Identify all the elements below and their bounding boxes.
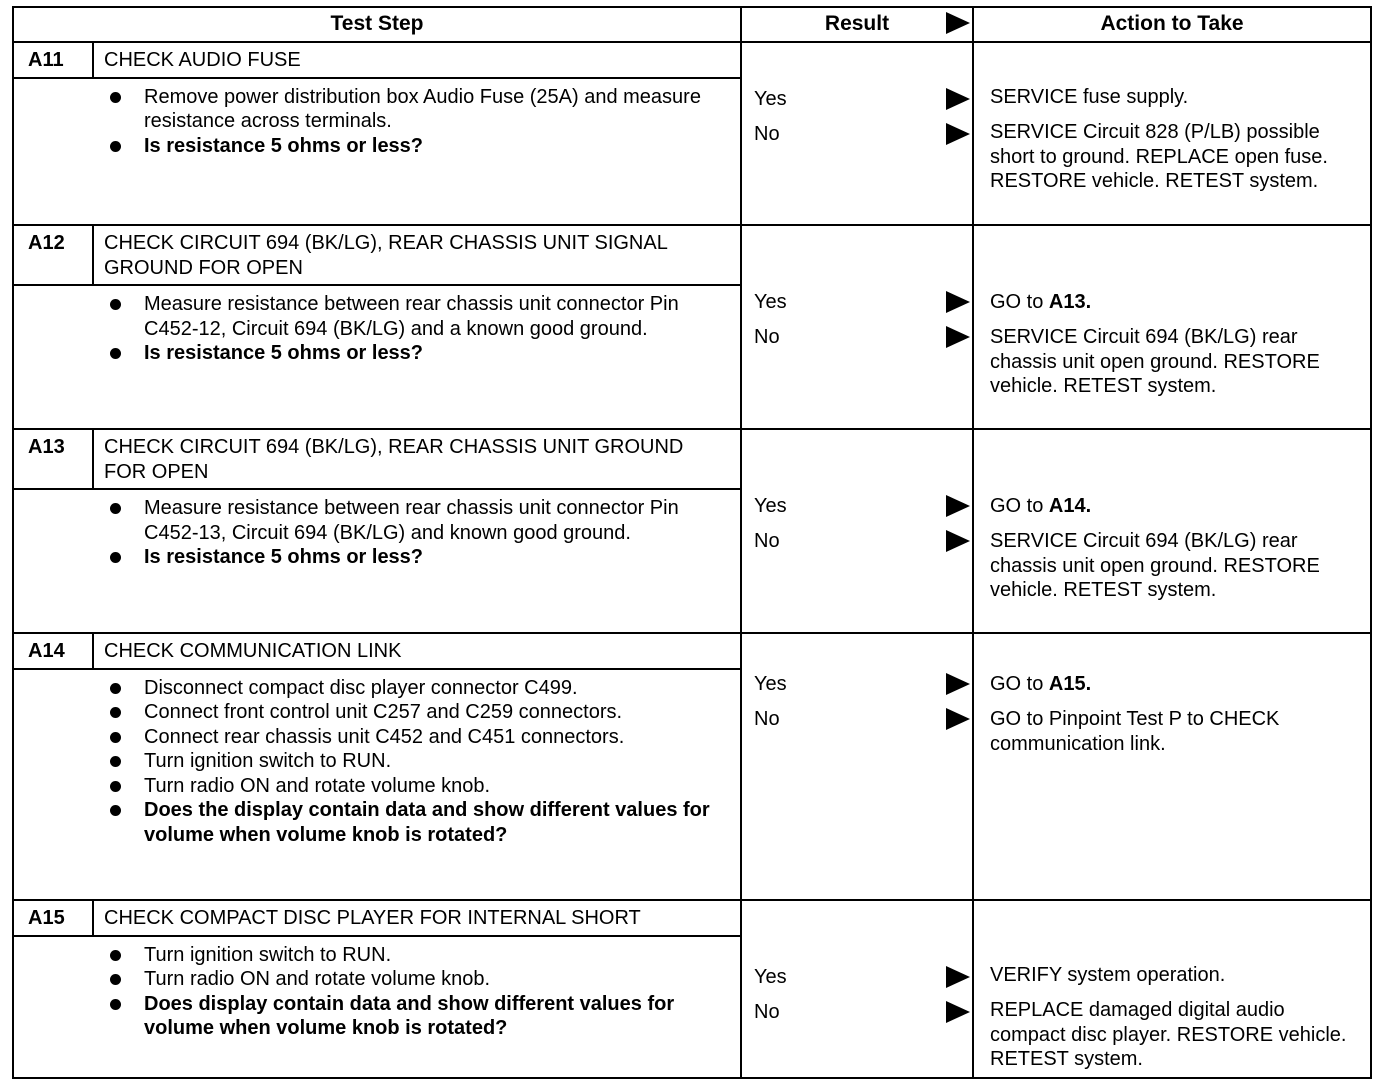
result-no [754,1000,972,1026]
step-id: A15 [14,901,94,935]
step-question: Is resistance 5 ohms or less? [108,341,730,366]
step-body [14,79,740,165]
result-no [754,122,972,148]
step-cell [13,633,741,900]
step-instruction: Turn ignition switch to RUN. [108,749,730,774]
result-no-label: No [754,1001,780,1023]
step-instruction: Connect front control unit C257 and C259 connectors. [108,700,730,725]
step-id: A14 [14,634,94,668]
arrow-right-icon [946,966,970,988]
result-cell [741,42,973,225]
result-no [754,529,972,555]
result-cell [741,900,973,1078]
action-cell [973,225,1371,429]
action-yes [990,494,1364,519]
step-body [14,286,740,372]
step-cell [13,429,741,633]
step-title: CHECK AUDIO FUSE [104,49,301,71]
step-cell [13,225,741,429]
arrow-right-icon [946,12,970,34]
result-yes [754,965,972,991]
action-no-text: SERVICE Circuit 694 (BK/LG) rear chassis unit open ground. RESTORE vehicle. RETEST system. [990,326,1320,397]
step-id: A13 [14,430,94,488]
step-title: CHECK COMMUNICATION LINK [104,640,402,662]
action-no-text: GO to Pinpoint Test P to CHECK communication link. [990,708,1280,755]
action-yes [990,85,1364,110]
arrow-right-icon [946,1001,970,1023]
step-cell [13,42,741,225]
result-no-label: No [754,123,780,145]
step-instruction: Measure resistance between rear chassis unit connector Pin C452-13, Circuit 694 (BK/LG) and known good ground. [108,496,730,545]
result-cell [741,225,973,429]
arrow-right-icon [946,326,970,348]
step-instruction: Disconnect compact disc player connector C499. [108,676,730,701]
arrow-right-icon [946,88,970,110]
result-yes [754,290,972,316]
step-instruction: Turn radio ON and rotate volume knob. [108,774,730,799]
step-title: CHECK CIRCUIT 694 (BK/LG), REAR CHASSIS UNIT GROUND FOR OPEN [104,436,684,483]
step-body [14,670,740,854]
arrow-right-icon [946,291,970,313]
result-yes-label: Yes [754,88,787,110]
step-body [14,937,740,1047]
result-yes [754,87,972,113]
test-step-row [13,225,1371,429]
result-yes-label: Yes [754,966,787,988]
result-yes-label: Yes [754,495,787,517]
step-title: CHECK CIRCUIT 694 (BK/LG), REAR CHASSIS UNIT SIGNAL GROUND FOR OPEN [104,232,668,279]
action-yes-ref: A13. [1048,291,1092,313]
header-action: Action to Take [973,7,1371,42]
arrow-right-icon [946,530,970,552]
action-no [990,998,1364,1072]
action-yes [990,290,1364,315]
result-yes [754,494,972,520]
result-yes-label: Yes [754,673,787,695]
step-id: A12 [14,226,94,284]
arrow-right-icon [946,123,970,145]
header-test-step: Test Step [13,7,741,42]
action-no [990,707,1364,756]
step-instruction: Connect rear chassis unit C452 and C451 connectors. [108,725,730,750]
action-yes [990,672,1364,697]
arrow-right-icon [946,495,970,517]
test-step-row [13,429,1371,633]
step-title: CHECK COMPACT DISC PLAYER FOR INTERNAL SHORT [104,907,641,929]
action-yes-text: VERIFY system operation. [990,964,1226,986]
action-yes-text: GO to [990,673,1049,695]
action-cell [973,633,1371,900]
action-no-text: SERVICE Circuit 694 (BK/LG) rear chassis unit open ground. RESTORE vehicle. RETEST system. [990,530,1320,601]
step-question: Is resistance 5 ohms or less? [108,545,730,570]
step-title-bar [14,43,740,79]
action-no [990,529,1364,603]
step-question: Does display contain data and show different values for volume when volume knob is rotated? [108,992,730,1041]
result-no-label: No [754,530,780,552]
action-yes-ref: A14. [1048,495,1092,517]
step-body [14,490,740,576]
header-result [741,7,973,42]
result-cell [741,633,973,900]
arrow-right-icon [946,708,970,730]
action-cell [973,42,1371,225]
action-yes-text: GO to [990,291,1049,313]
step-title-bar [14,901,740,937]
result-yes [754,672,972,698]
result-no [754,707,972,733]
action-no [990,325,1364,399]
table-header-row [13,7,1371,42]
step-instruction: Measure resistance between rear chassis unit connector Pin C452-12, Circuit 694 (BK/LG) and a known good ground. [108,292,730,341]
step-title-bar [14,634,740,670]
header-result-label: Result [824,12,890,36]
test-step-row [13,900,1371,1078]
action-cell [973,900,1371,1078]
test-step-row [13,633,1371,900]
action-yes-text: GO to [990,495,1049,517]
result-no-label: No [754,708,780,730]
action-no-text: SERVICE Circuit 828 (P/LB) possible short to ground. REPLACE open fuse. RESTORE vehicle. RETEST system. [990,121,1328,192]
step-question: Does the display contain data and show different values for volume when volume knob is rotated? [108,798,730,847]
step-instruction: Turn ignition switch to RUN. [108,943,730,968]
step-question: Is resistance 5 ohms or less? [108,134,730,159]
step-title-bar [14,430,740,490]
step-title-bar [14,226,740,286]
step-instruction: Remove power distribution box Audio Fuse (25A) and measure resistance across terminals. [108,85,730,134]
action-no [990,120,1364,194]
result-cell [741,429,973,633]
pinpoint-test-table [12,6,1372,1079]
test-step-row [13,42,1371,225]
result-yes-label: Yes [754,291,787,313]
action-cell [973,429,1371,633]
action-no-text: REPLACE damaged digital audio compact disc player. RESTORE vehicle. RETEST system. [990,999,1347,1070]
action-yes-text: SERVICE fuse supply. [990,86,1189,108]
action-yes [990,963,1364,988]
step-id: A11 [14,43,94,77]
result-no-label: No [754,326,780,348]
action-yes-ref: A15. [1048,673,1092,695]
arrow-right-icon [946,673,970,695]
step-instruction: Turn radio ON and rotate volume knob. [108,967,730,992]
step-cell [13,900,741,1078]
result-no [754,325,972,351]
